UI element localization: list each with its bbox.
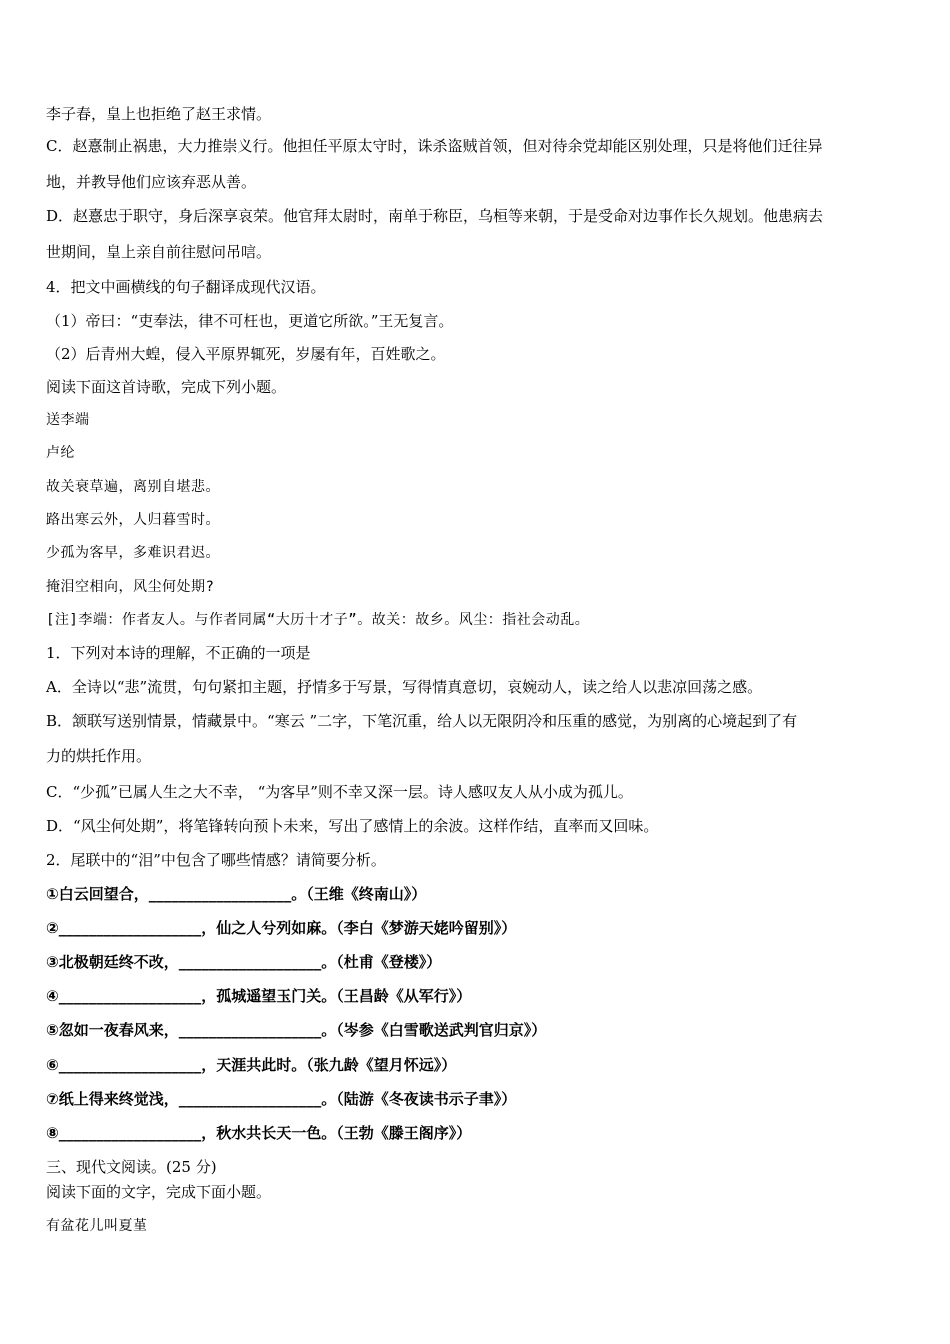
option-d: D．“风尘何处期”，将笔锋转向预卜未来，写出了感情上的余波。这样作结，直率而又回味。 <box>46 817 659 835</box>
poem-line-3: 少孤为客早，多难识君迟。 <box>46 545 220 561</box>
option-d-line-2: 世期间，皇上亲自前往慰问吊唁。 <box>46 243 272 261</box>
option-d-line-1: D．赵憙忠于职守，身后深享哀荣。他官拜太尉时，南单于称臣，乌桓等来朝，于是受命对边事作长久规划。他患病去 <box>46 207 824 225</box>
recitation-item-1: ①白云回望合，___________________。（王维《终南山》） <box>46 885 427 903</box>
poem-note: [注]李端：作者友人。与作者同属“大历十才子”。故关：故乡。风尘：指社会动乱。 <box>46 612 590 628</box>
option-c: C．“少孤”已属人生之大不幸， “为客早”则不幸又深一层。诗人感叹友人从小成为孤儿。 <box>46 783 633 801</box>
poem-line-4: 掩泪空相向，风尘何处期? <box>46 579 215 595</box>
poem-author: 卢纶 <box>46 445 75 461</box>
poem-title: 送李端 <box>46 412 90 428</box>
recitation-item-2: ②___________________，仙之人兮列如麻。（李白《梦游天姥吟留别》） <box>46 919 517 937</box>
question-4: 4．把文中画横线的句子翻译成现代汉语。 <box>46 278 326 296</box>
poem-line-2: 路出寒云外，人归暮雪时。 <box>46 512 220 528</box>
question-4-part-1: （1）帝曰：“吏奉法，律不可枉也，更道它所欲。”王无复言。 <box>46 312 454 330</box>
recitation-item-8: ⑧___________________，秋水共长天一色。（王勃《滕王阁序》） <box>46 1124 472 1142</box>
question-4-part-2: （2）后青州大蝗，侵入平原界辄死，岁屡有年，百姓歌之。 <box>46 345 446 363</box>
poem-question-1: 1．下列对本诗的理解，不正确的一项是 <box>46 644 311 662</box>
option-a: A．全诗以“悲”流贯，句句紧扣主题，抒情多于写景，写得情真意切，哀婉动人，读之给人以悲凉回荡之感。 <box>46 678 763 696</box>
poem-question-2: 2．尾联中的“泪”中包含了哪些情感？请简要分析。 <box>46 851 386 869</box>
recitation-item-5: ⑤忽如一夜春风来，___________________。（岑参《白雪歌送武判官归京》） <box>46 1021 547 1039</box>
option-c-line-2: 地，并教导他们应该弃恶从善。 <box>46 173 257 191</box>
recitation-item-3: ③北极朝廷终不改，___________________。（杜甫《登楼》） <box>46 953 442 971</box>
poem-line-1: 故关衰草遍，离别自堪悲。 <box>46 479 220 495</box>
reading-instructions: 阅读下面的文字，完成下面小题。 <box>46 1183 272 1201</box>
text-line: 李子春，皇上也拒绝了赵王求情。 <box>46 105 272 123</box>
option-b-line-1: B．颔联写送别情景，情藏景中。“寒云 ”二字，下笔沉重，给人以无限阴冷和压重的感觉，为别离的心境起到了有 <box>46 712 798 730</box>
article-title: 有盆花儿叫夏堇 <box>46 1218 148 1234</box>
recitation-item-4: ④___________________，孤城遥望玉门关。（王昌龄《从军行》） <box>46 987 472 1005</box>
recitation-item-7: ⑦纸上得来终觉浅，___________________。（陆游《冬夜读书示子聿》） <box>46 1090 517 1108</box>
recitation-item-6: ⑥___________________，天涯共此时。（张九龄《望月怀远》） <box>46 1056 457 1074</box>
section-heading: 三、现代文阅读。(25 分) <box>46 1158 217 1176</box>
option-b-line-2: 力的烘托作用。 <box>46 747 152 765</box>
poem-instructions: 阅读下面这首诗歌，完成下列小题。 <box>46 378 287 396</box>
option-c-line-1: C．赵憙制止祸患，大力推崇义行。他担任平原太守时，诛杀盗贼首领，但对待余党却能区别处理，只是将他们迁往异 <box>46 137 823 155</box>
